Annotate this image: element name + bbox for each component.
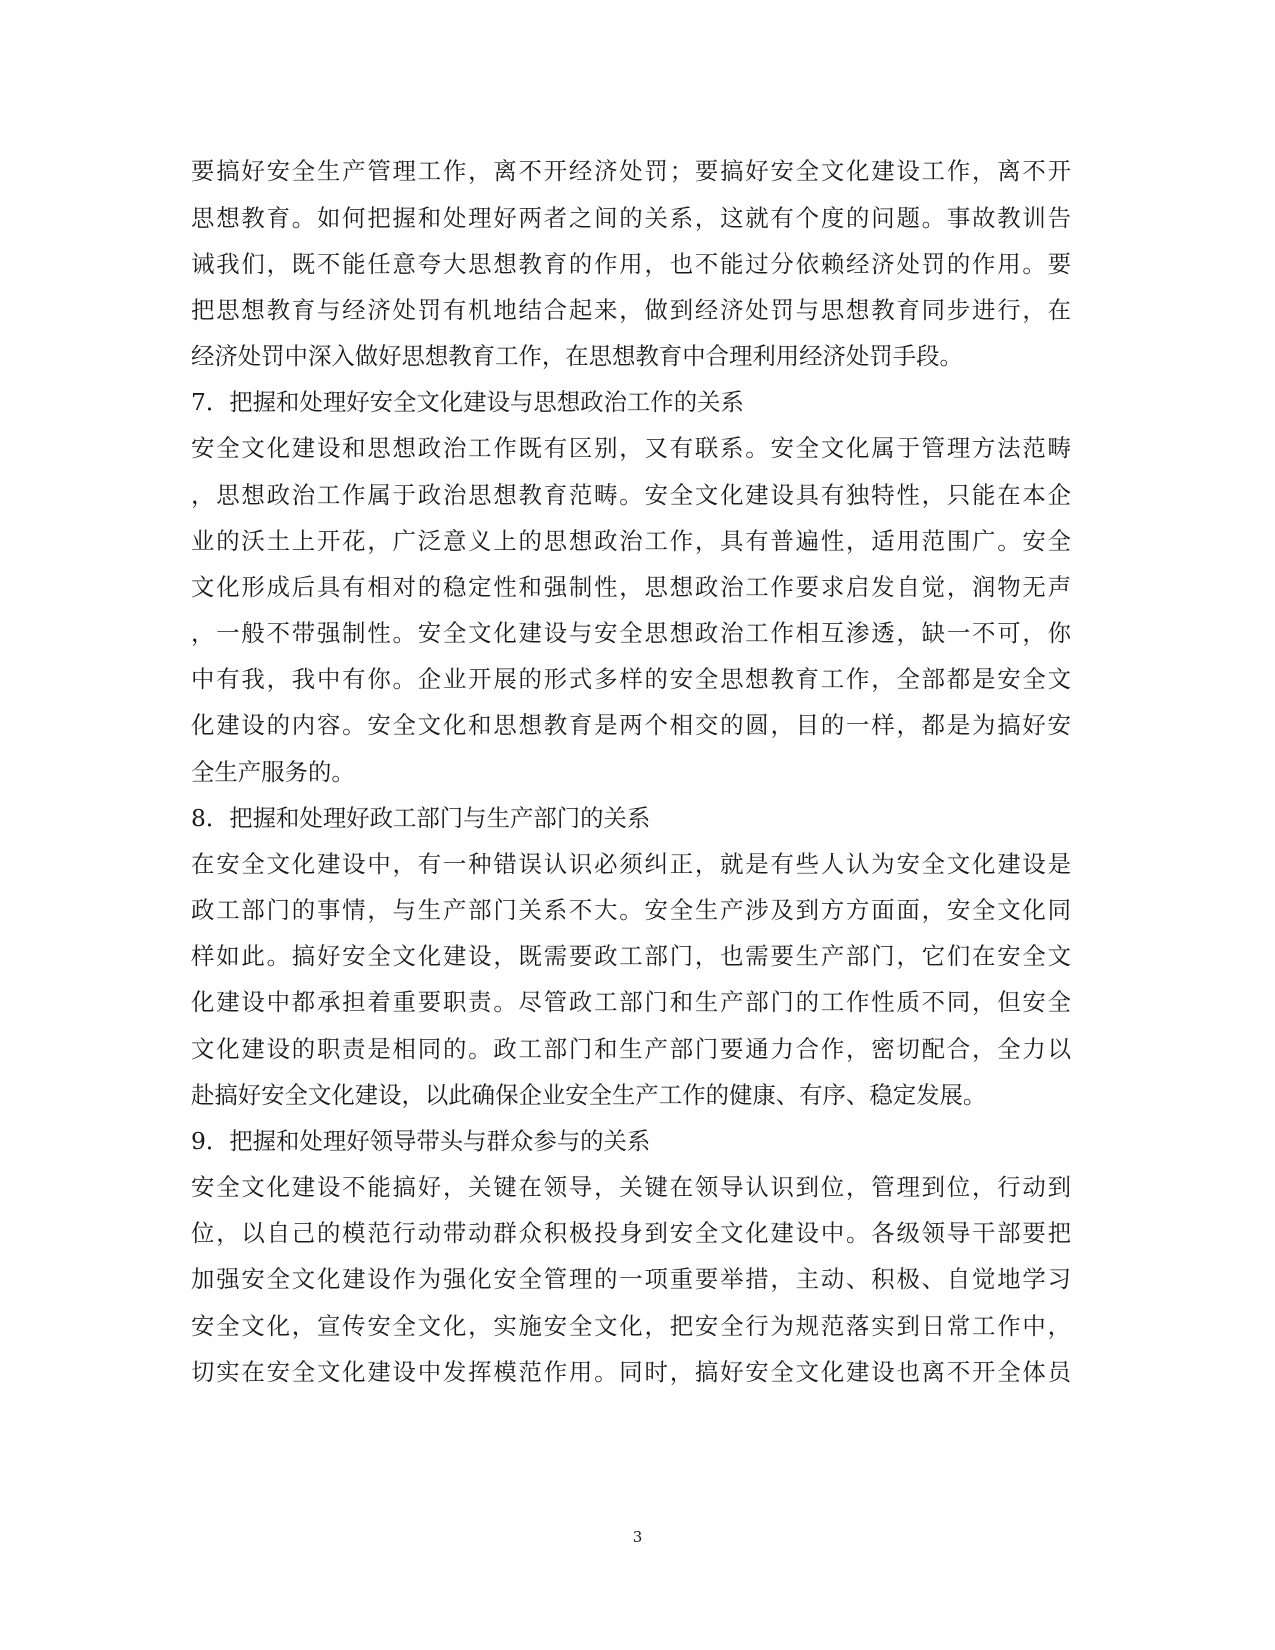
text-line: ，一般不带强制性。安全文化建设与安全思想政治工作相互渗透，缺一不可，你 [191,619,1071,647]
text-line: 在安全文化建设中，有一种错误认识必须纠正，就是有些人认为安全文化建设是 [191,850,1071,878]
text-line: 思想教育。如何把握和处理好两者之间的关系，这就有个度的问题。事故教训告 [191,204,1071,232]
text-line: 安全文化建设和思想政治工作既有区别，又有联系。安全文化属于管理方法范畴 [191,434,1071,462]
text-line: 化建设的内容。安全文化和思想教育是两个相交的圆，目的一样，都是为搞好安 [191,711,1071,739]
text-line: 切实在安全文化建设中发挥模范作用。同时，搞好安全文化建设也离不开全体员 [191,1358,1071,1386]
text-line: 文化建设的职责是相同的。政工部门和生产部门要通力合作，密切配合，全力以 [191,1035,1071,1063]
text-line: 位，以自己的模范行动带动群众积极投身到安全文化建设中。各级领导干部要把 [191,1219,1071,1247]
text-line: 业的沃土上开花，广泛意义上的思想政治工作，具有普遍性，适用范围广。安全 [191,527,1071,555]
section-heading: 7．把握和处理好安全文化建设与思想政治工作的关系 [191,388,744,416]
section-heading: 9．把握和处理好领导带头与群众参与的关系 [191,1127,651,1155]
text-line: 经济处罚中深入做好思想教育工作，在思想教育中合理利用经济处罚手段。 [191,342,963,370]
text-line: 文化形成后具有相对的稳定性和强制性，思想政治工作要求启发自觉，润物无声 [191,573,1071,601]
text-line: 样如此。搞好安全文化建设，既需要政工部门，也需要生产部门，它们在安全文 [191,942,1071,970]
page-number: 3 [632,1528,643,1546]
text-line: 全生产服务的。 [191,758,355,786]
text-line: 诫我们，既不能任意夸大思想教育的作用，也不能过分依赖经济处罚的作用。要 [191,250,1071,278]
text-line: ，思想政治工作属于政治思想教育范畴。安全文化建设具有独特性，只能在本企 [191,481,1071,509]
text-line: 化建设中都承担着重要职责。尽管政工部门和生产部门的工作性质不同，但安全 [191,988,1071,1016]
text-line: 中有我，我中有你。企业开展的形式多样的安全思想教育工作，全部都是安全文 [191,665,1071,693]
text-line: 安全文化，宣传安全文化，实施安全文化，把安全行为规范落实到日常工作中， [191,1312,1071,1340]
text-line: 加强安全文化建设作为强化安全管理的一项重要举措，主动、积极、自觉地学习 [191,1265,1071,1293]
text-line: 赴搞好安全文化建设，以此确保企业安全生产工作的健康、有序、稳定发展。 [191,1081,987,1109]
text-line: 安全文化建设不能搞好，关键在领导，关键在领导认识到位，管理到位，行动到 [191,1173,1071,1201]
text-line: 政工部门的事情，与生产部门关系不大。安全生产涉及到方方面面，安全文化同 [191,896,1071,924]
text-line: 要搞好安全生产管理工作，离不开经济处罚；要搞好安全文化建设工作，离不开 [191,157,1071,185]
section-heading: 8．把握和处理好政工部门与生产部门的关系 [191,804,651,832]
text-line: 把思想教育与经济处罚有机地结合起来，做到经济处罚与思想教育同步进行，在 [191,296,1071,324]
